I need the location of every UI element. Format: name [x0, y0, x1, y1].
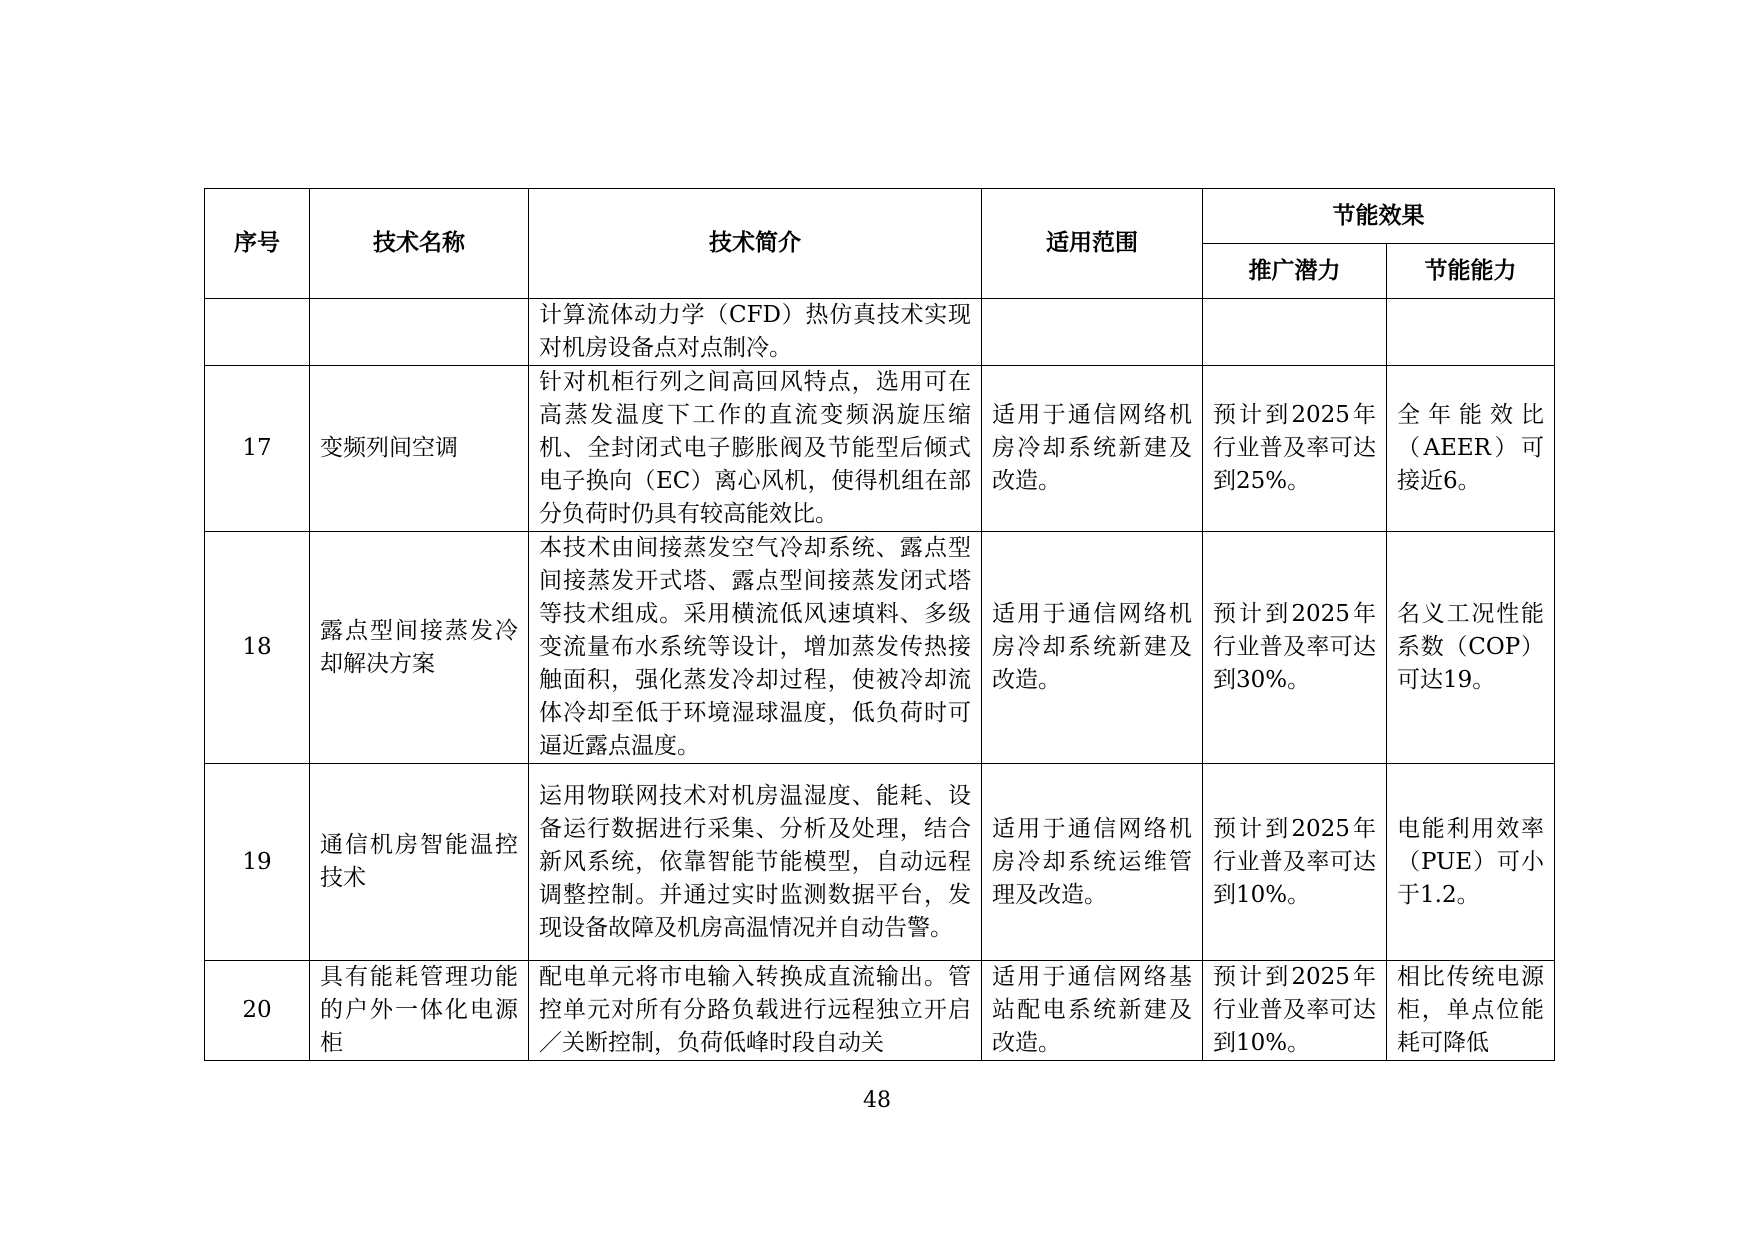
row-potential: 预计到2025年行业普及率可达到10%。	[1203, 764, 1387, 961]
row-potential	[1203, 299, 1387, 366]
header-intro: 技术简介	[529, 189, 982, 299]
table-row	[205, 764, 1555, 961]
row-capability: 电能利用效率（PUE）可小于1.2。	[1387, 764, 1555, 961]
row-scope	[982, 299, 1203, 366]
energy-tech-table	[204, 188, 1555, 1061]
header-seq: 序号	[205, 189, 310, 299]
row-seq: 19	[205, 764, 310, 961]
header-potential: 推广潜力	[1203, 244, 1387, 299]
page-number: 48	[863, 1088, 891, 1113]
row-potential: 预计到2025年行业普及率可达到25%。	[1203, 366, 1387, 532]
row-seq: 18	[205, 532, 310, 764]
row-name	[310, 299, 529, 366]
header-scope: 适用范围	[982, 189, 1203, 299]
row-scope: 适用于通信网络基站配电系统新建及改造。	[982, 961, 1203, 1061]
row-scope: 适用于通信网络机房冷却系统新建及改造。	[982, 366, 1203, 532]
row-scope: 适用于通信网络机房冷却系统运维管理及改造。	[982, 764, 1203, 961]
table-row	[205, 532, 1555, 764]
table-row	[205, 299, 1555, 366]
table-row	[205, 366, 1555, 532]
table-row	[205, 961, 1555, 1061]
row-name: 通信机房智能温控技术	[310, 764, 529, 961]
row-seq	[205, 299, 310, 366]
header-row-1	[205, 189, 1555, 244]
header-effect-group: 节能效果	[1203, 189, 1555, 244]
row-intro: 运用物联网技术对机房温湿度、能耗、设备运行数据进行采集、分析及处理，结合新风系统，依靠智能节能模型，自动远程调整控制。并通过实时监测数据平台，发现设备故障及机房高温情况并自动告警。	[529, 764, 982, 961]
row-capability: 相比传统电源柜，单点位能耗可降低	[1387, 961, 1555, 1061]
row-capability: 名义工况性能系数（COP）可达19。	[1387, 532, 1555, 764]
header-name: 技术名称	[310, 189, 529, 299]
row-capability: 全年能效比（AEER）可接近6。	[1387, 366, 1555, 532]
header-capability: 节能能力	[1387, 244, 1555, 299]
row-intro: 针对机柜行列之间高回风特点，选用可在高蒸发温度下工作的直流变频涡旋压缩机、全封闭式电子膨胀阀及节能型后倾式电子换向（EC）离心风机，使得机组在部分负荷时仍具有较高能效比。	[529, 366, 982, 532]
row-seq: 17	[205, 366, 310, 532]
row-intro: 计算流体动力学（CFD）热仿真技术实现对机房设备点对点制冷。	[529, 299, 982, 366]
row-potential: 预计到2025年行业普及率可达到10%。	[1203, 961, 1387, 1061]
row-name: 具有能耗管理功能的户外一体化电源柜	[310, 961, 529, 1061]
row-name: 变频列间空调	[310, 366, 529, 532]
row-seq: 20	[205, 961, 310, 1061]
row-name: 露点型间接蒸发冷却解决方案	[310, 532, 529, 764]
row-intro: 配电单元将市电输入转换成直流输出。管控单元对所有分路负载进行远程独立开启／关断控制，负荷低峰时段自动关	[529, 961, 982, 1061]
row-scope: 适用于通信网络机房冷却系统新建及改造。	[982, 532, 1203, 764]
row-intro: 本技术由间接蒸发空气冷却系统、露点型间接蒸发开式塔、露点型间接蒸发闭式塔等技术组成。采用横流低风速填料、多级变流量布水系统等设计，增加蒸发传热接触面积，强化蒸发冷却过程，使被冷却流体冷却至低于环境湿球温度，低负荷时可逼近露点温度。	[529, 532, 982, 764]
row-capability	[1387, 299, 1555, 366]
row-potential: 预计到2025年行业普及率可达到30%。	[1203, 532, 1387, 764]
